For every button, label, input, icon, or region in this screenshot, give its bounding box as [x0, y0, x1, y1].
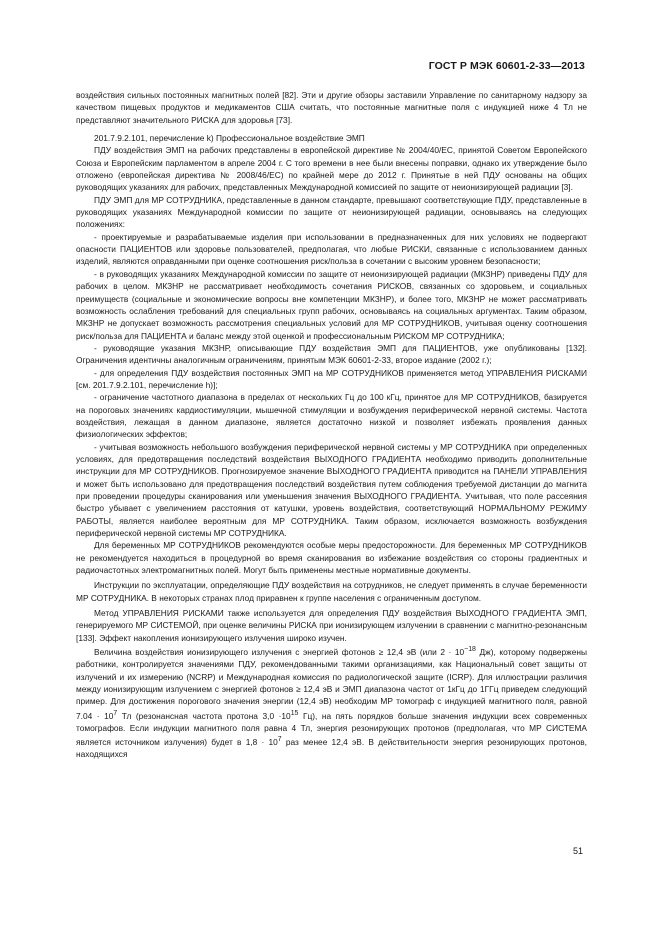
paragraph: воздействия сильных постоянных магнитных полей [82]. Эти и другие обзоры заставили Управление по санитарному надзору за качеством пищевых продуктов и медикаментов США считать, что постоянные магнитные поля с индукцией ниже 4 Тл не представляют значительного РИСКА для здоровья [73]. [76, 90, 587, 125]
text-run: Гц), на пять порядков больше значения индукции всех современных томографов. Если индукции магнитного поля равна 4 Тл, энергия резонирующих протонов (предполагая, что МР СИСТЕМА является источником излучения) будет в 1,8 · 10 [76, 710, 587, 747]
paragraph: ПДУ воздействия ЭМП на рабочих представлены в европейской директиве № 2004/40/ЕС, принятой Советом Европейского Союза и Европейским парламентом в апреле 2004 г. С того времени в нее были внесены поправки, однако их утверждение было отложено (европейская директива № 2008/46/ЕС) по крайней мере до 2012 г. Принятые в ней ПДУ основаны на общих руководящих указаниях для рабочих, представленных Международной комиссией по защите от неионизирующей радиации [3]. [76, 145, 587, 193]
list-item: - для определения ПДУ воздействия постоянных ЭМП на МР СОТРУДНИКОВ применяется метод УПРАВЛЕНИЯ РИСКАМИ [см. 201.7.9.2.101, перечисление h)]; [76, 367, 587, 390]
paragraph: Для беременных МР СОТРУДНИКОВ рекомендуются особые меры предосторожности. Для беременных МР СОТРУДНИКОВ не рекомендуется находиться в процедурной во время сканирования во избежание воздействия со стороны градиентных и радиочастотных электромагнитных полей. Могут быть применены местные нормативные документы. [76, 540, 587, 576]
text-run: Дж), которому подвержены работники, контролируется значениями ПДУ, рекомендованными такими организациями, как Национальный совет защиты от излучений и их измерению (NCRP) и Международная комиссия по радиологической защите (ICRP). Для иллюстрации различия между ионизирующим излучением с энергией фотонов ≥ 12,4 эВ и ЭМП диапазона частот от 1кГц до 1ГГц приведем следующий пример. Для достижения порогового значения энергии (12,4 эВ) необходим МР томограф с индукцией магнитного поля, равной 7.04 · 10 [76, 646, 587, 721]
exponent: 15 [290, 709, 299, 717]
list-item: - проектируемые и разрабатываемые изделия при использовании в предназначенных для них условиях не подвергают опасности ПАЦИЕНТОВ или здоровье пользователей, предполагая, что любые РИСКИ, связанные с использованием данных изделий, являются оправданными при оценке соотношения риск/польза в сочетании с высоким уровнем безопасности; [76, 231, 587, 267]
exponent: −18 [464, 646, 476, 654]
text-run: Тл (резонансная частота протона 3,0 ·10 [117, 710, 291, 721]
exponent: 7 [277, 736, 282, 744]
paragraph: ПДУ ЭМП для МР СОТРУДНИКА, представленные в данном стандарте, превышают соответствующие ПДУ, представленные в руководящих указаниях Международной комиссии по защите от неионизирующей радиации, основываясь на следующих положениях: [76, 194, 587, 230]
text-run: Величина воздействия ионизирующего излучения с энергией фотонов ≥ 12,4 эВ (или 2 · 10 [94, 646, 465, 657]
paragraph-final [76, 644, 587, 760]
page-number: 51 [573, 846, 584, 856]
text-run: раз менее 12,4 эВ. В действительности энергия резонирующих протонов, находящихся [76, 736, 587, 760]
paragraph: Метод УПРАВЛЕНИЯ РИСКАМИ также используется для определения ПДУ воздействия ВЫХОДНОГО ГРАДИЕНТА ЭМП, генерируемого МР СИСТЕМОЙ, при оценке величины РИСКА при ионизирующем излучении в сравнении с магнитно-резонансным [133]. Эффект накопления ионизирующего излучения широко изучен. [76, 608, 587, 643]
paragraph: Инструкции по эксплуатации, определяющие ПДУ воздействия на сотрудников, не следует применять в случае беременности МР СОТРУДНИКА. В некоторых странах плод приравнен к группе населения с ограниченным доступом. [76, 580, 587, 603]
body-text [76, 89, 587, 761]
exponent: 7 [113, 709, 118, 717]
standard-header: ГОСТ Р МЭК 60601-2-33—2013 [428, 60, 585, 72]
list-item: - руководящие указания МКЗНР, описывающие ПДУ воздействия ЭМП для ПАЦИЕНТОВ, уже опубликованы [132]. Ограничения идентичны аналогичным ограничениям, принятым МЭК 60601-2-33, второе издание (2002 г.); [76, 342, 587, 366]
list-item: - учитывая возможность небольшого возбуждения периферической нервной системы у МР СОТРУДНИКА при определенных условиях, для предотвращения последствий воздействия ВЫХОДНОГО ГРАДИЕНТА необходимо приводить дополнительные инструкции для МР СОТРУДНИКОВ. Прогнозируемое значение ВЫХОДНОГО ГРАДИЕНТА приводится на ПАНЕЛИ УПРАВЛЕНИЯ и может быть использовано для предотвращения последствий воздействия путем соблюдения требуемой дистанции до магнита при проведении процедуры сканирования или уменьшения значения ВЫХОДНОГО ГРАДИЕНТА. Учитывая, что поле рассеяния быстро убывает с увеличением расстояния от катушки, уровень воздействия, соответствующий НОРМАЛЬНОМУ РЕЖИМУ РАБОТЫ, является наиболее вероятным для МР СОТРУДНИКА. Таким образом, исключается возможность возбуждения периферической нервной системы МР СОТРУДНИКА. [76, 441, 587, 539]
section-heading: 201.7.9.2.101, перечисление k) Профессиональное воздействие ЭМП [94, 133, 365, 144]
list-item: - в руководящих указаниях Международной комиссии по защите от неионизирующей радиации (МКЗНР) приведены ПДУ для рабочих в целом. МКЗНР не рассматривает необходимость сочетания РИСКОВ, связанных со здоровьем, и социальных преимуществ (социальные и экономические вопросы вне компетенции МКЗНР), и более того, МКЗНР не может рассматривать возможность ослабления требований для специальных групп рабочих, основываясь на социальных аргументах. Таким образом, МКЗНР не допускает возможность рассмотрения специальных условий для МР СОТРУДНИКОВ, учитывая оценку соотношения риск/польза для ПАЦИЕНТА и баланс между этой оценкой и профессиональным РИСКОМ МР СОТРУДНИКА; [76, 268, 587, 341]
list-item: - ограничение частотного диапазона в пределах от нескольких Гц до 100 кГц, принятое для МР СОТРУДНИКОВ, базируется на пороговых значениях кардиостимуляции, мышечной стимуляции и возбуждения периферической нервной системы. Частота воздействия, лежащая в данном диапазоне, является достаточно низкой и позволяет избежать проявления данных физиологических эффектов; [76, 392, 587, 440]
